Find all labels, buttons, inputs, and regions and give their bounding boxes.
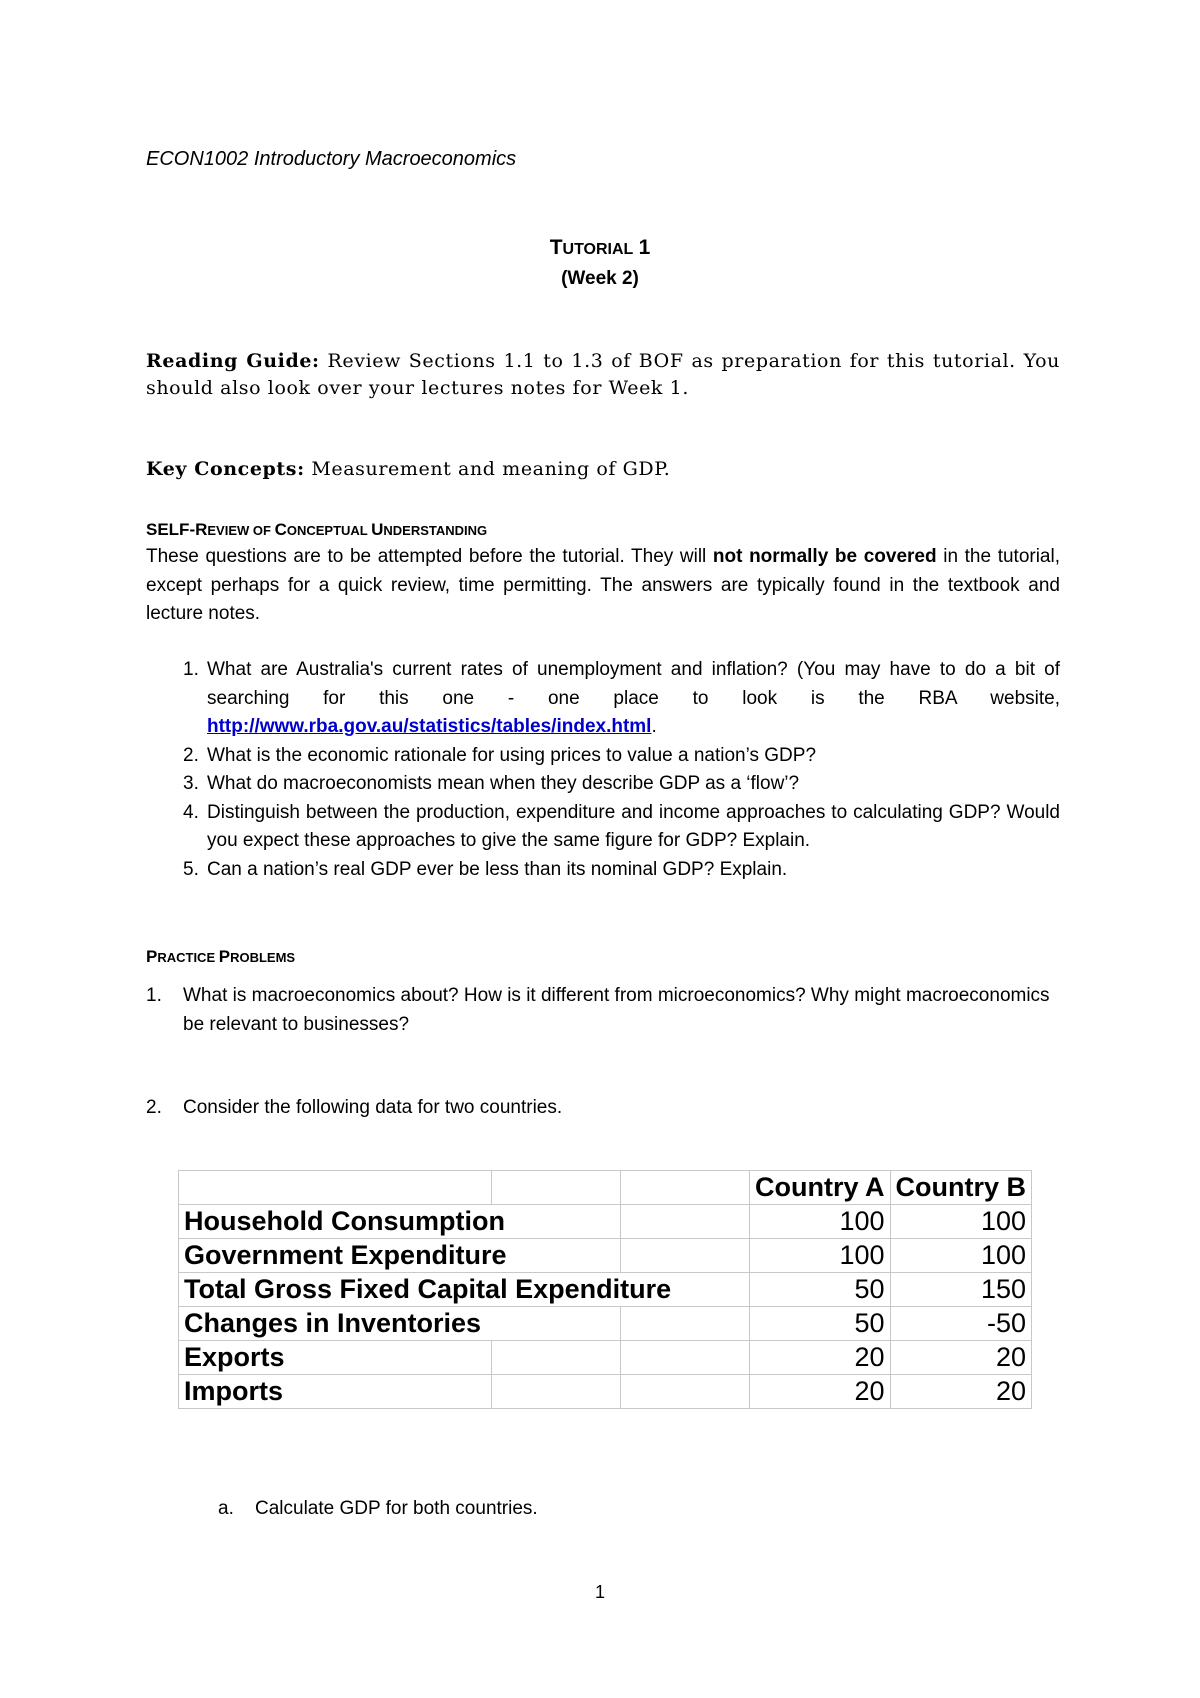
row-label: Imports bbox=[179, 1375, 492, 1409]
title-cap: T bbox=[549, 236, 563, 259]
reading-guide bbox=[146, 348, 1060, 402]
practice-problems-heading: PRACTICE PROBLEMS bbox=[146, 947, 296, 966]
cell-country-a: 100 bbox=[750, 1239, 891, 1273]
self-review-questions bbox=[183, 656, 1060, 884]
table-row bbox=[179, 1273, 1032, 1307]
cell-country-a: 20 bbox=[750, 1341, 891, 1375]
cell-country-b: 100 bbox=[890, 1239, 1032, 1273]
table-header-row bbox=[179, 1171, 1032, 1205]
self-review-intro: These questions are to be attempted before the tutorial. They will not normally be covered in the tutorial, except perhaps for a quick review, time permitting. The answers are typically found in the textbook and lecture notes. bbox=[146, 546, 1060, 624]
list-item: 1. What are Australia's current rates of unemployment and inflation? (You may have to do a bit of searching for this one - one place to look is the RBA website, http://www.rba.gov.au/statistics/tables/index.html. bbox=[183, 659, 1060, 737]
row-label: Changes in Inventories bbox=[179, 1307, 621, 1341]
key-concepts bbox=[146, 458, 1060, 480]
list-item: 5. Can a nation’s real GDP ever be less than its nominal GDP? Explain. bbox=[183, 858, 788, 880]
cell-country-b: 20 bbox=[890, 1375, 1032, 1409]
reading-guide-label: Reading Guide: bbox=[146, 350, 320, 372]
practice-item: 2. Consider the following data for two countries. bbox=[146, 1097, 563, 1118]
sub-question-a: a. Calculate GDP for both countries. bbox=[218, 1498, 538, 1519]
row-label: Total Gross Fixed Capital Expenditure bbox=[179, 1273, 750, 1307]
row-label: Exports bbox=[179, 1341, 492, 1375]
table-row bbox=[179, 1375, 1032, 1409]
list-item: 3. What do macroeconomists mean when they describe GDP as a ‘flow’? bbox=[183, 773, 800, 794]
cell-country-b: 100 bbox=[890, 1205, 1032, 1239]
list-item: 4. Distinguish between the production, expenditure and income approaches to calculating GDP? Would you expect these approaches to give the same figure for GDP? Explain. bbox=[183, 801, 1060, 851]
title-number: 1 bbox=[638, 236, 651, 259]
key-concepts-label: Key Concepts: bbox=[146, 458, 305, 480]
cell-country-a: 50 bbox=[750, 1273, 891, 1307]
cell-country-b: 20 bbox=[890, 1341, 1032, 1375]
self-review-heading: SELF-REVIEW OF CONCEPTUAL UNDERSTANDING bbox=[146, 520, 488, 539]
table-row bbox=[179, 1205, 1032, 1239]
list-item: 2. What is the economic rationale for using prices to value a nation’s GDP? bbox=[183, 744, 817, 766]
table-row bbox=[179, 1239, 1032, 1273]
cell-country-b: 150 bbox=[890, 1273, 1032, 1307]
course-title: ECON1002 Introductory Macroeconomics bbox=[146, 148, 517, 170]
title-rest: UTORIAL bbox=[562, 241, 634, 258]
row-label: Household Consumption bbox=[179, 1205, 621, 1239]
table-row bbox=[179, 1341, 1032, 1375]
key-concepts-text: Measurement and meaning of GDP. bbox=[311, 458, 671, 480]
column-header: Country B bbox=[890, 1171, 1032, 1205]
column-header: Country A bbox=[750, 1171, 891, 1205]
page-number: 1 bbox=[594, 1582, 605, 1602]
tutorial-title bbox=[0, 236, 1200, 260]
country-data-table bbox=[178, 1170, 1032, 1409]
cell-country-a: 100 bbox=[750, 1205, 891, 1239]
cell-country-b: -50 bbox=[890, 1307, 1032, 1341]
cell-country-a: 50 bbox=[750, 1307, 891, 1341]
row-label: Government Expenditure bbox=[179, 1239, 621, 1273]
rba-link[interactable]: http://www.rba.gov.au/statistics/tables/index.html bbox=[207, 716, 652, 737]
practice-item: 1. What is macroeconomics about? How is it different from microeconomics? Why might macroeconomics be relevant to businesses? bbox=[146, 985, 1050, 1035]
cell-country-a: 20 bbox=[750, 1375, 891, 1409]
reading-guide-text: Review Sections 1.1 to 1.3 of BOF as preparation for this tutorial. You should also look over your lectures notes for Week 1. bbox=[146, 350, 1061, 399]
table-row bbox=[179, 1307, 1032, 1341]
week-label: (Week 2) bbox=[561, 268, 639, 289]
